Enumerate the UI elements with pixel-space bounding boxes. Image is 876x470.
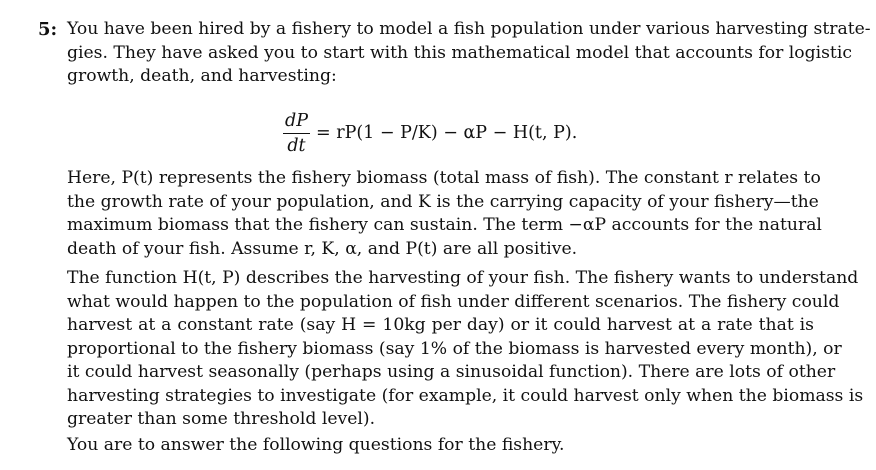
fraction-denominator: dt: [287, 135, 306, 156]
paragraph3-line-5: it could harvest seasonally (perhaps using a sinusoidal function). There are lots of other: [67, 362, 836, 382]
paragraph2-line-3: maximum biomass that the fishery can sustain. The term −αP accounts for the natural: [67, 215, 822, 235]
paragraph3-line-4: proportional to the fishery biomass (say 1% of the biomass is harvested every month), or: [67, 338, 842, 359]
intro-line-1: You have been hired by a fishery to model a fish population under various harvesting strate-: [67, 19, 871, 39]
problem-number: 5:: [38, 19, 58, 40]
intro-line-2: gies. They have asked you to start with this mathematical model that accounts for logistic: [67, 42, 852, 63]
paragraph2-line-1: Here, P(t) represents the fishery biomass (total mass of fish). The constant r relates to: [67, 168, 821, 188]
closing-line: You are to answer the following questions for the fishery.: [67, 435, 565, 455]
paragraph2-line-4: death of your fish. Assume r, K, α, and P(t) are all positive.: [67, 238, 578, 259]
paragraph3-line-6: harvesting strategies to investigate (for example, it could harvest only when the biomass is: [67, 385, 864, 406]
harvesting-paragraph: [67, 267, 864, 432]
paragraph3-line-1: The function H(t, P) describes the harvesting of your fish. The fishery wants to understand: [67, 268, 859, 288]
paragraph2-line-2: the growth rate of your population, and K is the carrying capacity of your fishery—the: [67, 191, 819, 212]
paragraph3-line-3: harvest at a constant rate (say H = 10kg per day) or it could harvest at a rate that is: [67, 315, 814, 335]
fraction-numerator: dP: [285, 110, 308, 131]
logistic-harvest-equation: [283, 108, 577, 158]
problem-intro: [67, 18, 871, 89]
closing-paragraph: [67, 434, 814, 458]
derivative-fraction: [283, 111, 310, 156]
paragraph3-line-7: greater than some threshold level).: [67, 409, 376, 429]
equation-right-hand-side: = rP(1 − P/K) − αP − H(t, P).: [315, 123, 578, 143]
variables-paragraph: [67, 167, 822, 261]
intro-line-3: growth, death, and harvesting:: [67, 66, 337, 86]
paragraph3-line-2: what would happen to the population of fish under different scenarios. The fishery could: [67, 291, 840, 312]
